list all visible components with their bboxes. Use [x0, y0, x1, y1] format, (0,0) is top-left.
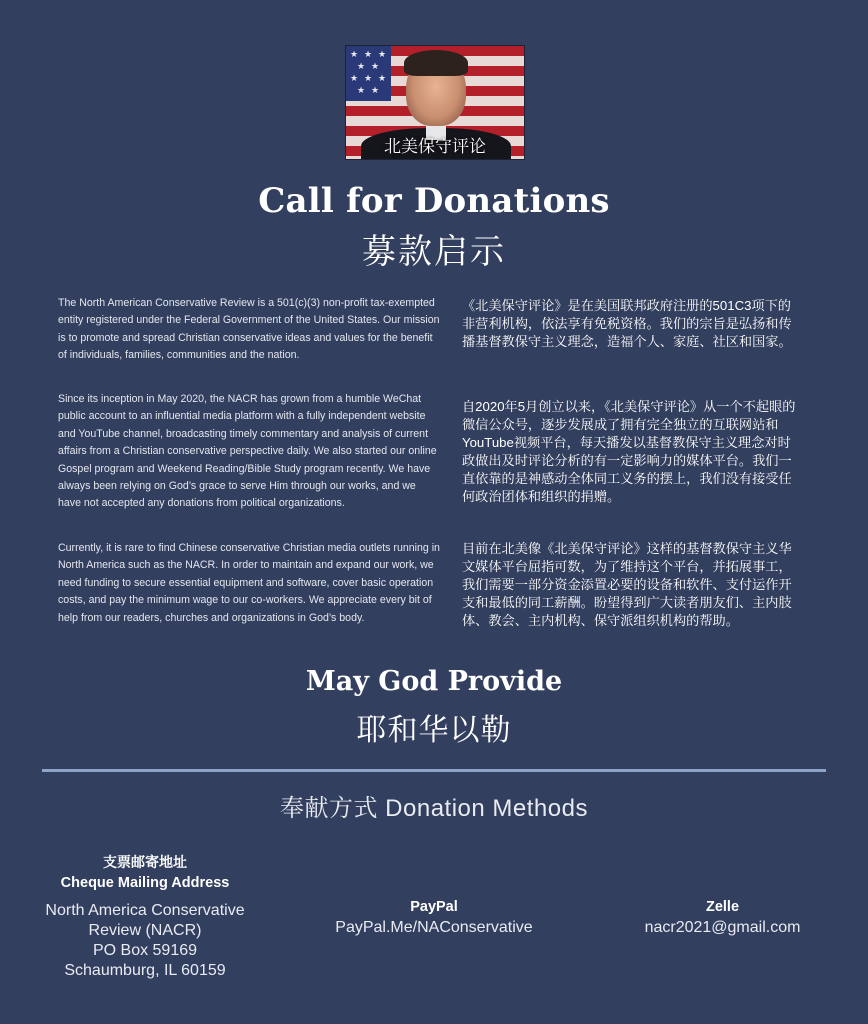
english-paragraph-need: Currently, it is rare to find Chinese conservative Christian media outlets running in North America such as the NACR. In order to maintain and expand our work, we need funding to secure essential equipment and software, cover basic operation costs, and pay the minimum wage to our co-workers. We appreciate every bit of help from our readers, churches and organizations in God’s body.	[58, 542, 440, 624]
banner-image	[345, 45, 525, 160]
banner-caption: 北美保守评论	[384, 137, 486, 156]
chinese-paragraph-mission: 《北美保守评论》是在美国联邦政府注册的501C3项下的非营利机构，依法享有免税资格。我们的宗旨是弘扬和传播基督教保守主义理念，造福个人、家庭、社区和国家。	[462, 298, 792, 349]
title-english: Call for Donations	[258, 181, 610, 221]
cheque-address-line: Review (NACR)	[88, 922, 202, 939]
chinese-paragraph-history: 自2020年5月创立以来，《北美保守评论》从一个不起眼的微信公众号，逐步发展成了拥有完全独立的互联网站和YouTube视频平台，每天播发以基督教保守主义理念对时政做出及时评论分析的有一定影响力的媒体平台。我们一直依靠的是神感动全体同工义务的摆上，我们没有接受任何政治团体和组织的捐赠。	[462, 399, 796, 504]
paypal-link[interactable]: PayPal.Me/NAConservative	[335, 919, 533, 936]
zelle-email[interactable]: nacr2021@gmail.com	[644, 919, 801, 936]
flag-stars: ★ ★ ★ ★ ★ ★ ★ ★ ★ ★	[346, 46, 391, 101]
paypal-label: PayPal	[410, 899, 458, 915]
zelle-label: Zelle	[705, 899, 740, 915]
cheque-address-line: Schaumburg, IL 60159	[64, 962, 226, 979]
zelle-section	[620, 896, 825, 938]
section-divider	[42, 769, 826, 772]
paypal-section	[305, 896, 563, 938]
english-paragraph-history: Since its inception in May 2020, the NACR has grown from a humble WeChat public account to an influential media platform with a fully independent website and YouTube channel, broadcasting timely commentary and analysis of current affairs from a Christian conservative perspective daily. We also started our online Gospel program and Weekend Reading/Bible Study program recently. We have always been relying on God’s grace to serve Him through our works, and we have not accepted any donations from political organizations.	[58, 393, 437, 510]
cheque-address-line: PO Box 59169	[92, 942, 198, 959]
english-paragraph-mission: The North American Conservative Review is a 501(c)(3) non-profit tax-exempted entity registered under the Federal Government of the United States. Our mission is to promote and spread Christian conservative ideas and values for the benefit of individuals, families, communities and the nation.	[58, 297, 440, 362]
cheque-label-english: Cheque Mailing Address	[60, 875, 230, 891]
portrait-hair	[404, 50, 468, 76]
donation-methods-title: 奉献方式 Donation Methods	[280, 795, 588, 822]
title-chinese: 募款启示	[362, 233, 506, 271]
provide-heading-english: May God Provide	[305, 666, 563, 697]
cheque-section	[20, 852, 270, 981]
provide-heading-chinese: 耶和华以勒	[356, 714, 512, 747]
cheque-label-chinese: 支票邮寄地址	[103, 854, 187, 870]
cheque-address-line: North America Conservative	[45, 902, 245, 919]
chinese-paragraph-need: 目前在北美像《北美保守评论》这样的基督教保守主义华文媒体平台屈指可数，为了维持这个平台，并拓展事工，我们需要一部分资金添置必要的设备和软件、支付运作开支和最低的同工薪酬。盼望得到广大读者朋友们、主内肢体、教会、主内机构、保守派组织机构的帮助。	[462, 541, 792, 628]
